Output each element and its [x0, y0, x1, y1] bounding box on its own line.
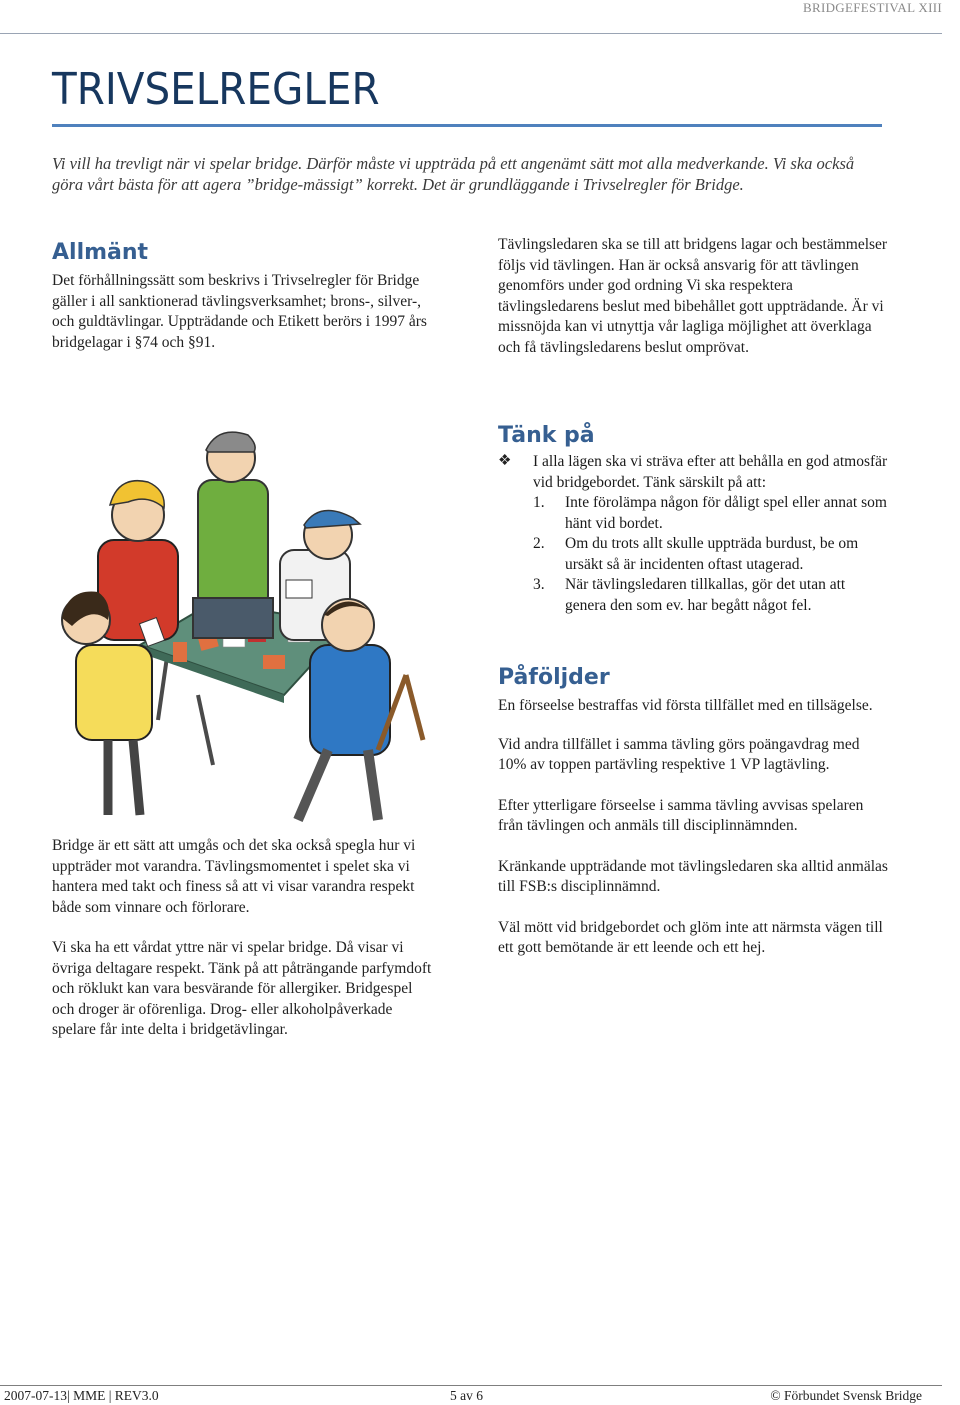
allmant-section	[52, 240, 432, 353]
pafoljder-heading: Påföljder	[498, 665, 610, 690]
pafoljder-p4: Kränkande uppträdande mot tävlingsledaren ska alltid anmälas till FSB:s disciplinnämnd.	[498, 857, 888, 895]
running-header: BRIDGEFESTIVAL XIII	[803, 0, 942, 15]
bridge-players-illustration	[48, 420, 440, 832]
tank-pa-list	[498, 452, 888, 616]
list-item-number: 3.	[533, 576, 545, 593]
lower-left-section	[52, 836, 432, 1041]
list-item	[533, 575, 888, 616]
tavlingsledare-paragraph: Tävlingsledaren ska se till att bridgens lagar och bestämmelser följs vid tävlingen. Han är också ansvarig för att tävlingen genomförs under god ordning Vi ska respektera tävlingsledarens beslut med bibehållet gott uppträdande. Är vi missnöjda kan vi utnyttja vår lagliga möjlighet att överklaga och få tävlingsledarens beslut omprövat.	[498, 236, 888, 356]
tank-pa-numbered-list	[533, 493, 888, 616]
footer-rule	[0, 1385, 942, 1386]
tank-pa-bullet-text: I alla lägen ska vi sträva efter att behålla en god atmosfär vid bridgebordet. Tänk särskilt på att:	[533, 453, 888, 491]
pafoljder-p5: Väl mött vid bridgebordet och glöm inte att närmsta vägen till ett gott bemötande är ett leende och ett hej.	[498, 918, 883, 956]
page-title: TRIVSELREGLER	[52, 64, 380, 115]
list-item-text: Inte förolämpa någon för dåligt spel eller annat som hänt vid bordet.	[565, 494, 887, 532]
footer-page-number: 5 av 6	[450, 1388, 483, 1403]
tank-pa-bullet	[498, 452, 888, 616]
list-item	[533, 493, 888, 534]
list-item-number: 2.	[533, 535, 545, 552]
allmant-text: Det förhållningssätt som beskrivs i Trivselregler för Bridge gäller i all sanktionerad tävlingsverksamhet; brons-, silver-, och guldtävlingar. Uppträdande och Etikett berörs i 1997 års bridgelagar i §74 och §91.	[52, 272, 427, 351]
list-item-text: Om du trots allt skulle uppträda burdust, be om ursäkt så är incidenten oftast utagerad.	[565, 535, 859, 573]
header-rule	[0, 33, 942, 34]
intro-paragraph: Vi vill ha trevligt när vi spelar bridge. Därför måste vi uppträda på ett angenämt sätt mot alla medverkande. Vi ska också göra vårt bästa för att agera ”bridge-mässigt” korrekt. Det är grundläggande i Trivselregler för Bridge.	[52, 154, 855, 194]
title-rule	[52, 124, 882, 127]
tank-pa-section	[498, 423, 888, 616]
pafoljder-p1: En förseelse bestraffas vid första tillfället med en tillsägelse.	[498, 697, 873, 714]
pafoljder-section	[498, 665, 888, 959]
respect-paragraph: Bridge är ett sätt att umgås och det ska också spegla hur vi uppträder mot varandra. Tävlingsmomentet i spelet ska vi hantera med takt och finess så att vi visar varandra respekt både som vinnare och förlorare.	[52, 837, 416, 916]
list-item-text: När tävlingsledaren tillkallas, gör det utan att genera den som ev. har begått något fel.	[565, 576, 846, 614]
allmant-heading: Allmänt	[52, 240, 149, 265]
appearance-paragraph: Vi ska ha ett vårdat yttre när vi spelar bridge. Då visar vi övriga deltagare respekt. Tänk på att påträngande parfymdoft och röklukt kan vara besvärande för allergiker. Bridgespel och droger är oförenliga. Drog- eller alkoholpåverkade spelare får inte delta i bridgetävlingar.	[52, 939, 432, 1038]
footer-copyright: © Förbundet Svensk Bridge	[770, 1388, 922, 1403]
diamond-bullet-icon: ❖	[498, 453, 512, 469]
pafoljder-p2: Vid andra tillfället i samma tävling görs poängavdrag med 10% av toppen partävling respektive 1 VP lagtävling.	[498, 735, 860, 773]
footer-date-revision: 2007-07-13| MME | REV3.0	[4, 1388, 159, 1403]
standing-player	[193, 432, 273, 638]
list-item-number: 1.	[533, 494, 545, 511]
list-item	[533, 534, 888, 575]
pafoljder-p3: Efter ytterligare förseelse i samma tävling avvisas spelaren från tävlingen och anmäls till disciplinnämnden.	[498, 796, 864, 834]
tank-pa-heading: Tänk på	[498, 423, 595, 448]
